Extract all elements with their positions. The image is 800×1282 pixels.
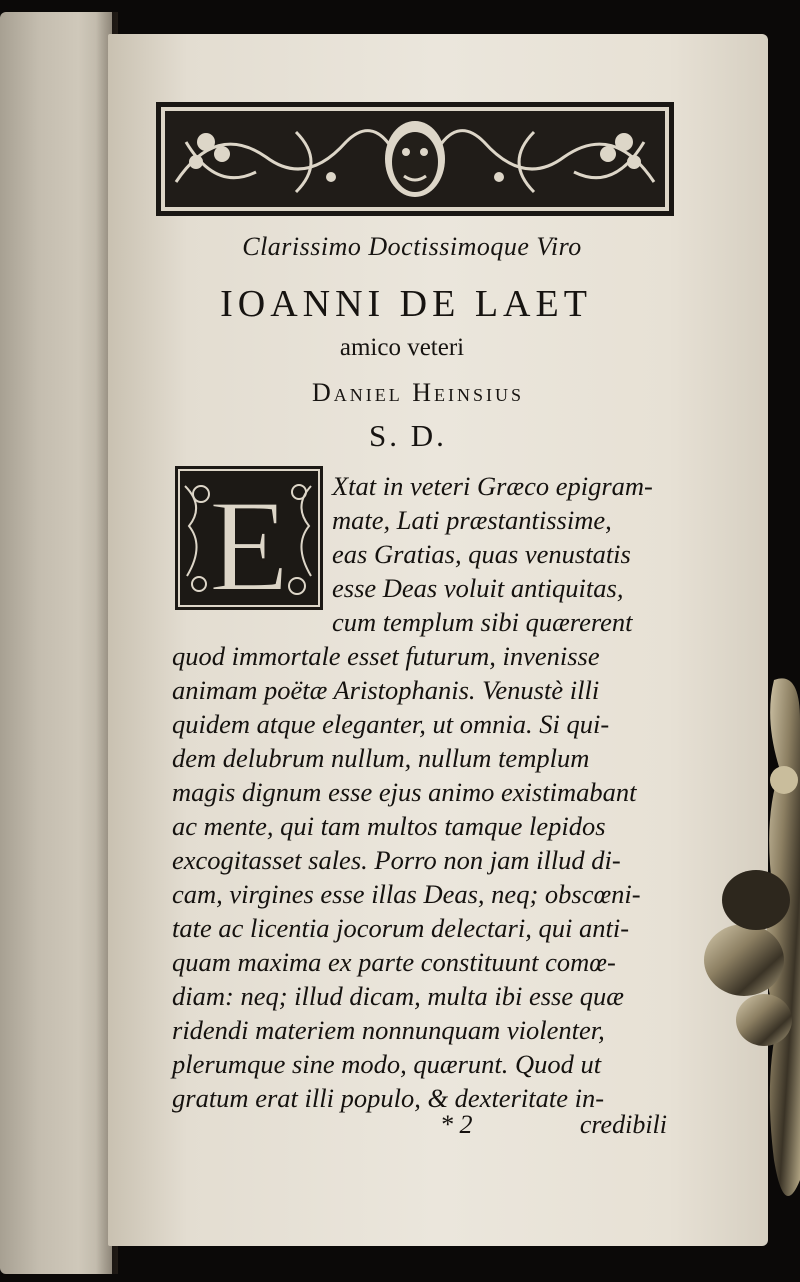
text-line: cam, virgines esse illas Deas, neq; obscœni- [172, 879, 641, 909]
text-line: cum templum sibi quærerent [332, 607, 633, 637]
recipient-subtitle: amico veteri [339, 334, 465, 361]
text-line: magis dignum esse ejus animo existimabant [172, 777, 637, 807]
text-line: esse Deas voluit antiquitas, [332, 573, 624, 603]
salutation: S. D. [369, 418, 447, 453]
text-line: ac mente, qui tam multos tamque lepidos [172, 811, 606, 841]
text-line: Xtat in veteri Græco epigram- [332, 471, 653, 501]
text-line: plerumque sine modo, quærunt. Quod ut [172, 1049, 602, 1079]
dedication-line: Clarissimo Doctissimoque Viro [242, 232, 582, 261]
recipient-name: IOANNI DE LAET [220, 283, 592, 325]
text-line: dem delubrum nullum, nullum templum [172, 743, 590, 773]
metal-clasp [704, 660, 800, 1220]
sender-name: Daniel Heinsius [311, 378, 525, 407]
text-line: tate ac licentia jocorum delectari, qui anti- [172, 913, 630, 943]
text-line: diam: neq; illud dicam, multa ibi esse quæ [172, 981, 624, 1011]
text-line: excogitasset sales. Porro non jam illud di- [172, 845, 621, 875]
text-line: ridendi materiem nonnunquam violenter, [172, 1015, 605, 1045]
text-line: quidem atque eleganter, ut omnia. Si qui- [172, 709, 610, 739]
signature-mark: * 2 [440, 1110, 473, 1139]
decorated-initial [175, 466, 323, 610]
catchword: credibili [579, 1110, 667, 1139]
initial-letter: E [208, 472, 290, 610]
text-line: quod immortale esset futurum, invenisse [172, 641, 600, 671]
text-line: mate, Lati præstantissime, [332, 505, 612, 535]
ornamental-headpiece [156, 102, 674, 216]
text-line: eas Gratias, quas venustatis [332, 539, 631, 569]
text-line: gratum erat illi populo, & dexteritate in- [172, 1083, 605, 1113]
text-line: quam maxima ex parte constituunt comœ- [172, 947, 616, 977]
text-line: animam poëtæ Aristophanis. Venustè illi [172, 675, 600, 705]
